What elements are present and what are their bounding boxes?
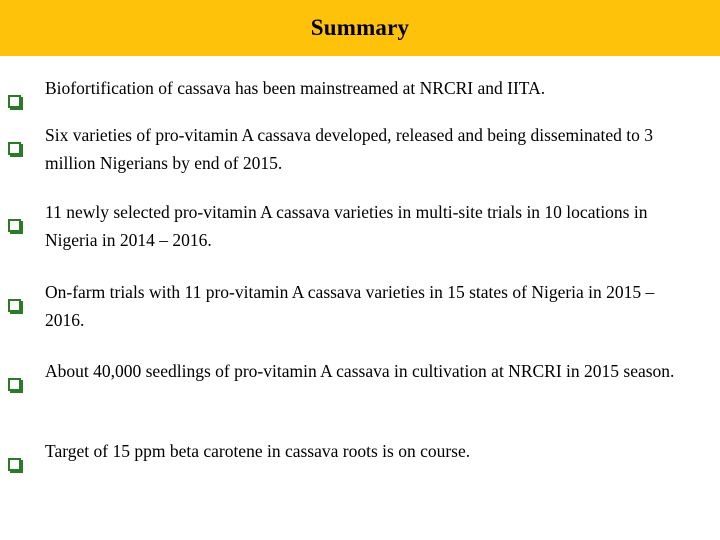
list-item: [0, 74, 720, 102]
slide-body: [0, 56, 720, 540]
list-item-text: Biofortification of cassava has been mainstreamed at NRCRI and IITA.: [45, 78, 546, 98]
hollow-square-bullet-icon: [8, 94, 24, 110]
hollow-square-bullet-icon: [8, 298, 24, 314]
list-item-text: 11 newly selected pro-vitamin A cassava varieties in multi-site trials in 10 locations in Nigeria in 2014 – 2016.: [45, 202, 648, 250]
list-item: [0, 198, 720, 254]
list-item: [0, 278, 720, 334]
list-item: [0, 121, 720, 177]
list-item-text: Target of 15 ppm beta carotene in cassava roots is on course.: [45, 441, 471, 461]
list-item-text: About 40,000 seedlings of pro-vitamin A cassava in cultivation at NRCRI in 2015 season.: [45, 361, 675, 381]
list-item-text: On-farm trials with 11 pro-vitamin A cassava varieties in 15 states of Nigeria in 2015 – 2016.: [45, 282, 655, 330]
page-title: Summary: [310, 15, 410, 40]
list-item: [0, 437, 720, 465]
list-item: [0, 357, 720, 385]
hollow-square-bullet-icon: [8, 218, 24, 234]
list-item-text: Six varieties of pro-vitamin A cassava developed, released and being disseminated to 3 million Nigerians by end of 2015.: [45, 125, 653, 173]
hollow-square-bullet-icon: [8, 457, 24, 473]
hollow-square-bullet-icon: [8, 141, 24, 157]
hollow-square-bullet-icon: [8, 377, 24, 393]
